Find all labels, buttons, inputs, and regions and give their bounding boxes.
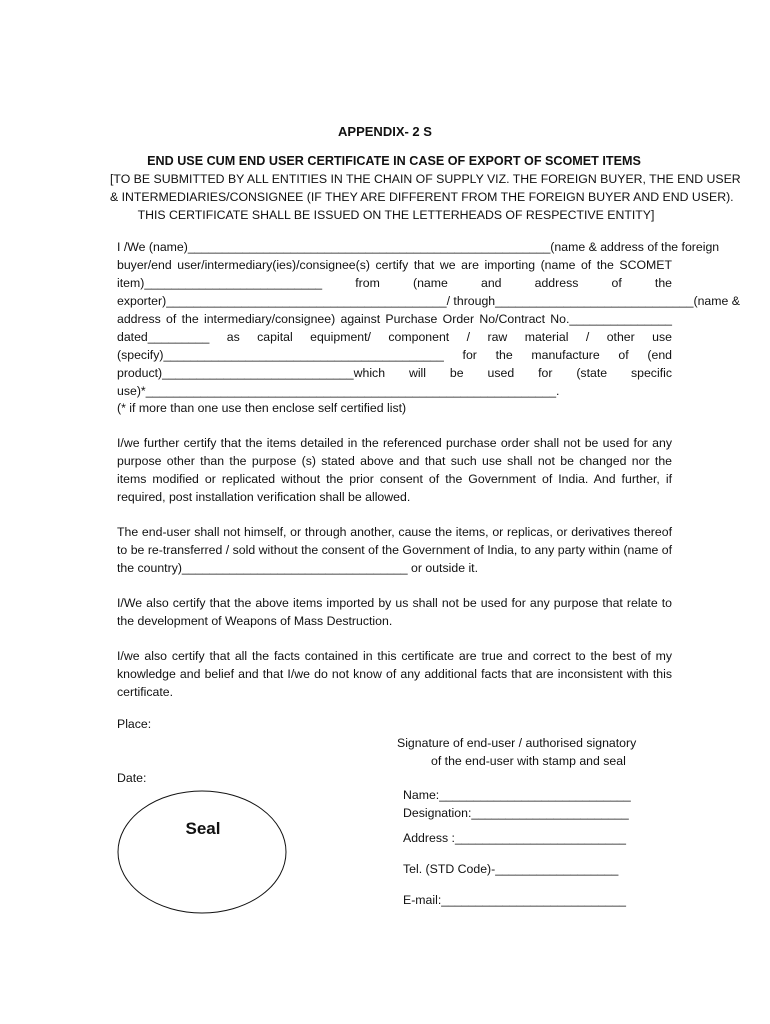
name-field: Name:____________________________ (403, 788, 631, 802)
paragraph-no-wmd: I/We also certify that the above items imported by us shall not be used for any purpose that relate to the development of Weapons of Mass Destruction. (117, 596, 672, 628)
cert-line-6: dated_________ as capital equipment/ component / raw material / other use (117, 330, 672, 344)
cert-line-1: I /We (name)_____________________________________________________(name & address of the foreign (117, 240, 720, 254)
subtitle-line-1: [TO BE SUBMITTED BY ALL ENTITIES IN THE CHAIN OF SUPPLY VIZ. THE FOREIGN BUYER, THE END USER (110, 172, 741, 186)
paragraph-facts-true: I/we also certify that all the facts contained in this certificate are true and correct to the best of my knowledge and belief and that I/we do not know of any additional facts that are inconsistent with this certificate. (117, 649, 672, 699)
signature-line-1: Signature of end-user / authorised signatory (397, 736, 637, 750)
certificate-title: END USE CUM END USER CERTIFICATE IN CASE OF EXPORT OF SCOMET ITEMS (147, 154, 641, 168)
multi-use-note: (* if more than one use then enclose self certified list) (117, 401, 407, 415)
place-label: Place: (117, 717, 152, 731)
cert-line-5: address of the intermediary/consignee) against Purchase Order No/Contract No._______________ (117, 312, 672, 326)
cert-line-3: item)__________________________ from (name and address of the (117, 276, 672, 290)
cert-line-4: exporter)_________________________________________/ through_____________________________(name & (117, 294, 740, 308)
signature-line-2: of the end-user with stamp and seal (431, 754, 626, 768)
cert-line-9: use)*____________________________________________________________. (117, 384, 560, 398)
designation-field: Designation:_______________________ (403, 806, 629, 820)
cert-line-7: (specify)_________________________________________ for the manufacture of (end (117, 348, 672, 362)
cert-line-2: buyer/end user/intermediary(ies)/consignee(s) certify that we are importing (name of the SCOMET (117, 258, 672, 272)
subtitle-line-2: & INTERMEDIARIES/CONSIGNEE (IF THEY ARE DIFFERENT FROM THE FOREIGN BUYER AND END USER). (110, 190, 734, 204)
address-field: Address :_________________________ (403, 831, 626, 845)
cert-line-8: product)____________________________which will be used for (state specific (117, 366, 672, 380)
date-label: Date: (117, 771, 147, 785)
subtitle-line-3: THIS CERTIFICATE SHALL BE ISSUED ON THE LETTERHEADS OF RESPECTIVE ENTITY] (137, 208, 655, 222)
appendix-heading: APPENDIX- 2 S (338, 124, 432, 139)
email-field: E-mail:___________________________ (403, 893, 626, 907)
paragraph-no-retransfer: The end-user shall not himself, or through another, cause the items, or replicas, or derivatives thereof to be re-transferred / sold without the consent of the Government of India, to any party within (name of the country)_________________________________ or outside it. (117, 525, 672, 575)
paragraph-no-other-purpose: I/we further certify that the items detailed in the referenced purchase order shall not be used for any purpose other than the purpose (s) stated above and that such use shall not be changed nor the items modified or replicated without the prior consent of the Government of India. And further, if required, post installation verification shall be allowed. (117, 436, 672, 504)
telephone-field: Tel. (STD Code)-__________________ (403, 862, 619, 876)
seal-label: Seal (185, 819, 221, 838)
seal-circle (117, 789, 287, 915)
